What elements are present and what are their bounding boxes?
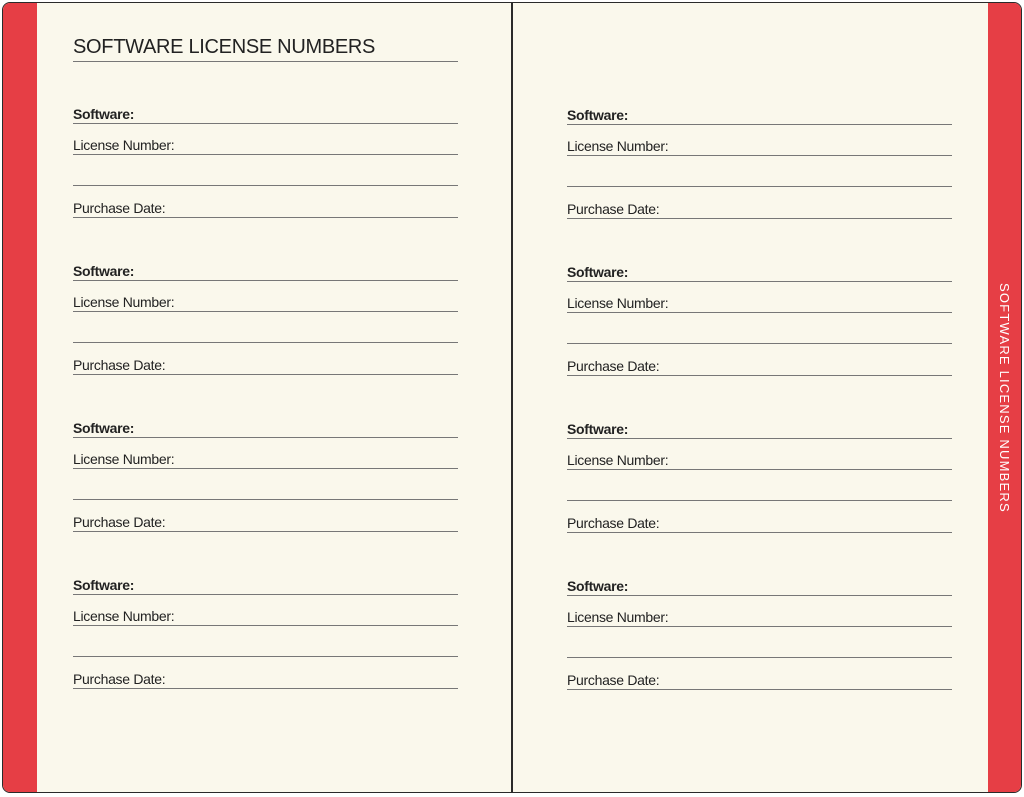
left-red-edge [3,3,37,792]
right-page [567,3,952,792]
license-number-continuation-field[interactable] [567,326,952,344]
license-entry [567,421,952,546]
purchase-date-field[interactable]: Purchase Date: [567,672,952,690]
license-number-field[interactable]: License Number: [567,452,952,470]
license-entry [567,578,952,703]
license-number-continuation-field[interactable] [567,169,952,187]
purchase-date-field[interactable]: Purchase Date: [73,200,458,218]
license-number-field[interactable]: License Number: [567,609,952,627]
license-number-continuation-field[interactable] [73,168,458,186]
license-number-continuation-field[interactable] [567,640,952,658]
software-field[interactable]: Software: [567,264,952,282]
section-tab[interactable] [988,267,1021,529]
license-entry [73,420,458,545]
license-number-field[interactable]: License Number: [567,138,952,156]
software-field[interactable]: Software: [73,263,458,281]
purchase-date-field[interactable]: Purchase Date: [73,357,458,375]
purchase-date-field[interactable]: Purchase Date: [567,201,952,219]
license-entry [73,263,458,388]
notebook-spread [2,2,1022,793]
license-number-continuation-field[interactable] [73,325,458,343]
license-number-continuation-field[interactable] [73,482,458,500]
license-entry [567,107,952,232]
software-field[interactable]: Software: [567,107,952,125]
software-field[interactable]: Software: [73,577,458,595]
purchase-date-field[interactable]: Purchase Date: [73,671,458,689]
license-number-continuation-field[interactable] [73,639,458,657]
license-number-field[interactable]: License Number: [73,294,458,312]
license-number-field[interactable]: License Number: [73,608,458,626]
software-field[interactable]: Software: [73,106,458,124]
software-field[interactable]: Software: [567,421,952,439]
license-entry [73,577,458,702]
license-number-field[interactable]: License Number: [567,295,952,313]
software-field[interactable]: Software: [567,578,952,596]
purchase-date-field[interactable]: Purchase Date: [567,515,952,533]
purchase-date-field[interactable]: Purchase Date: [73,514,458,532]
purchase-date-field[interactable]: Purchase Date: [567,358,952,376]
left-page [73,3,458,792]
license-number-field[interactable]: License Number: [73,137,458,155]
license-entry [567,264,952,389]
software-field[interactable]: Software: [73,420,458,438]
book-spine [511,3,513,792]
license-entry [73,106,458,231]
page-title: SOFTWARE LICENSE NUMBERS [73,36,458,62]
license-number-continuation-field[interactable] [567,483,952,501]
section-tab-label: SOFTWARE LICENSE NUMBERS [997,283,1012,513]
license-number-field[interactable]: License Number: [73,451,458,469]
